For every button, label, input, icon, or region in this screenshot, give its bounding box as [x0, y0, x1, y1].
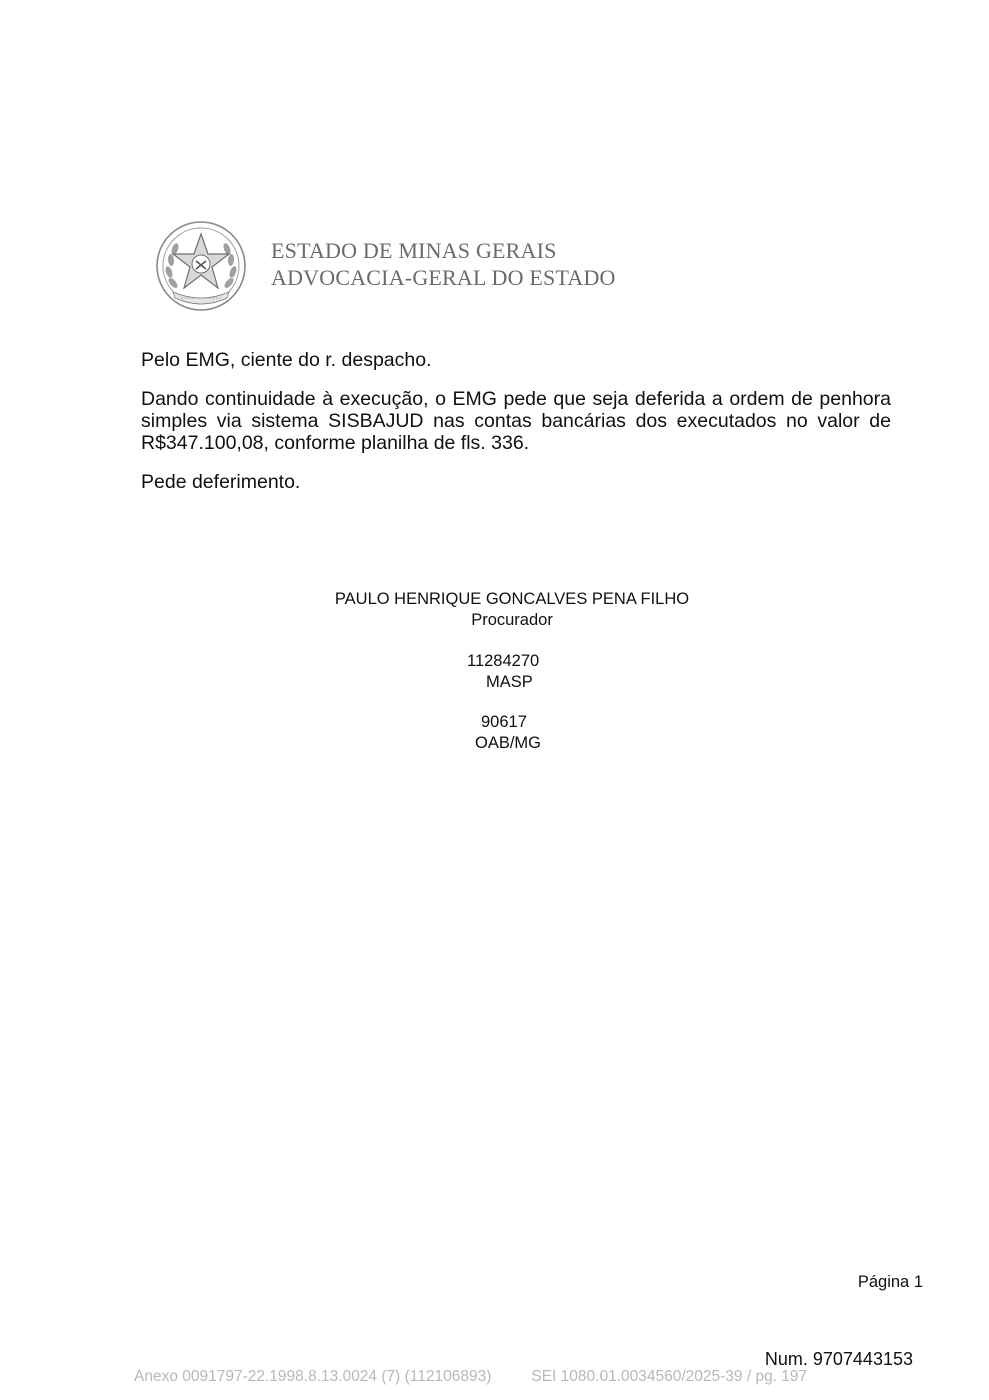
paragraph-request: Dando continuidade à execução, o EMG pede que seja deferida a ordem de penhora simples via sistema SISBAJUD nas contas bancárias dos executados no valor de R$347.100,08, conforme planilha de fls. 336.: [141, 388, 891, 454]
oab-number: 90617: [481, 713, 527, 731]
document-number: Num. 9707443153: [764, 1349, 913, 1369]
annex-footer: [134, 1368, 807, 1386]
annex-reference: Anexo 0091797-22.1998.8.13.0024 (7) (112106893): [134, 1368, 492, 1385]
page-number: Página 1: [857, 1273, 923, 1291]
agency-name: ADVOCACIA-GERAL DO ESTADO: [271, 265, 616, 290]
paragraph-acknowledgement: Pelo EMG, ciente do r. despacho.: [141, 349, 432, 371]
signature-block: [257, 589, 767, 631]
masp-number: 11284270: [467, 652, 540, 670]
oab-label: OAB/MG: [475, 734, 542, 752]
state-name: ESTADO DE MINAS GERAIS: [271, 238, 557, 263]
oab-block: [475, 712, 542, 754]
masp-label: MASP: [486, 673, 533, 691]
signer-role: Procurador: [471, 611, 553, 629]
masp-block: [467, 651, 539, 693]
paragraph-closing: Pede deferimento.: [141, 471, 301, 493]
letterhead: [155, 220, 675, 315]
sei-reference: SEI 1080.01.0034560/2025-39 / pg. 197: [531, 1368, 808, 1385]
petition-body: [141, 349, 891, 510]
letterhead-title: [271, 237, 616, 291]
signer-name: PAULO HENRIQUE GONCALVES PENA FILHO: [334, 590, 690, 608]
coat-of-arms-seal-icon: [155, 220, 247, 312]
